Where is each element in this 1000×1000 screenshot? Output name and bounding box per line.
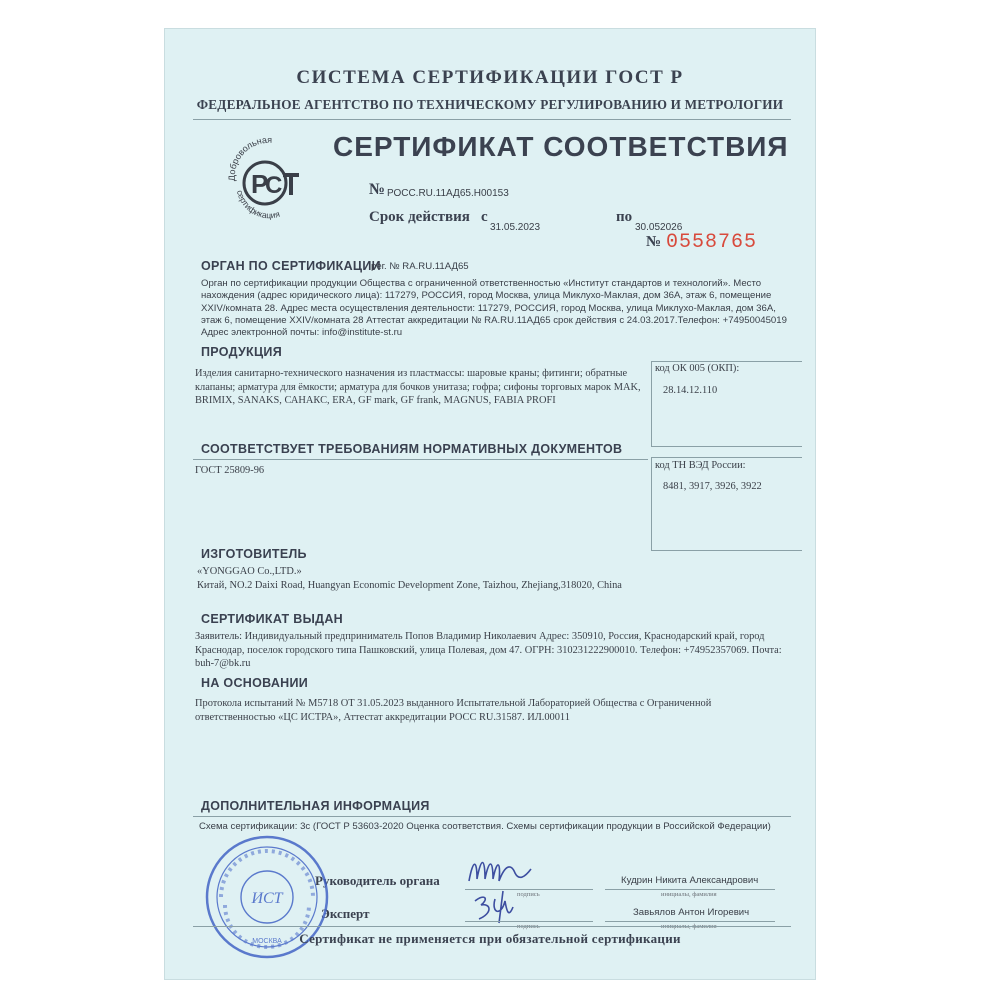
docs-heading: СООТВЕТСТВУЕТ ТРЕБОВАНИЯМ НОРМАТИВНЫХ ДОКУМЕНТОВ [201,442,623,456]
serial-number: 0558765 [666,231,758,254]
head-sign-caption: подпись [517,891,540,898]
footer-rule [193,926,791,927]
head-name-caption: инициалы, фамилия [661,891,717,898]
validity-from-date: 31.05.2023 [490,222,541,233]
issued-heading: СЕРТИФИКАТ ВЫДАН [201,612,343,626]
svg-text:P: P [251,169,269,199]
svg-text:C: C [265,172,283,199]
head-name-line [605,889,775,890]
additional-text: Схема сертификации: 3с (ГОСТ Р 53603-2020 Оценка соответствия. Схемы сертификации продукции в Российской Федерации) [199,821,771,832]
manufacturer-heading: ИЗГОТОВИТЕЛЬ [201,547,307,561]
serial-label: № [646,234,662,250]
expert-sign-line [465,921,593,922]
logo-top-text: Добровольная [226,134,273,182]
certificate-title: СЕРТИФИКАТ СООТВЕТСТВИЯ [333,131,789,162]
tnved-box [651,457,802,551]
agency-title: ФЕДЕРАЛЬНОЕ АГЕНТСТВО ПО ТЕХНИЧЕСКОМУ РЕГУЛИРОВАНИЮ И МЕТРОЛОГИИ [196,97,784,112]
header-rule [193,119,791,120]
organ-text: Орган по сертификации продукции Общества с ограниченной ответственностью «Институт стандартов и технологий». Место нахождения (адрес юридического лица): 117279, РОССИЯ, город Москва, улица Миклухо-Маклая, дом 36А, этаж 6, помещение XXIV/комната 28. Адрес места осуществления деятельности: 117279, РОССИЯ, город Москва, улица Миклухо-Маклая, дом 36А, этаж 6, помещение XXIV/комната 28 Аттестат аккредитации № RA.RU.11АД65 срок действия с 24.03.2017.Телефон: +74950045019 Адрес электронной почты: info@institute-st.ru [201,278,787,339]
logo-bottom-text: сертификация [234,189,281,221]
validity-from-label: с [481,209,488,225]
tnved-value: 8481, 3917, 3926, 3922 [663,481,762,492]
head-label: Руководитель органа [315,873,440,888]
docs-text: ГОСТ 25809-96 [195,465,265,476]
pct-logo-icon [225,133,311,223]
stamp-center-text: ИСТ [251,890,283,907]
additional-rule [193,816,791,817]
product-text: Изделия санитарно-технического назначения из пластмассы: шаровые краны; фитинги; обратные клапаны; арматура для ёмкости; арматура для бочков унитаза; гофра; сифоны торговых марок MAK, BRIMIX, SANAKS, САНАКС, ERA, GF mark, GF frank, MAGNUS, FABIA PROFI [195,368,641,407]
manufacturer-name: «YONGGAO Co.,LTD.» [197,566,302,577]
expert-label: Эксперт [321,906,370,921]
head-name: Кудрин Никита Александрович [621,875,759,886]
gost-logo [225,133,311,223]
additional-heading: ДОПОЛНИТЕЛЬНАЯ ИНФОРМАЦИЯ [201,799,430,813]
expert-name-line [605,921,775,922]
manufacturer-address: Китай, NO.2 Daixi Road, Huangyan Economic Development Zone, Taizhou, Zhejiang,318020, China [197,580,622,591]
footer-note: Сертификат не применяется при обязательной сертификации [299,931,681,946]
validity-to-label: по [616,209,633,225]
basis-heading: НА ОСНОВАНИИ [201,676,309,690]
issued-text: Заявитель: Индивидуальный предприниматель Попов Владимир Николаевич Адрес: 350910, Россия, Краснодарский край, город Краснодар, поселок городского типа Пашковский, улица Полевая, дом 47. ОГРН: 310231222900010. Телефон: +74952357069. Почта: buh-7@bk.ru [195,631,782,670]
tnved-label: код ТН ВЭД России: [655,460,746,471]
okp-label: код ОК 005 (ОКП): [655,363,740,374]
system-title: СИСТЕМА СЕРТИФИКАЦИИ ГОСТ Р [296,67,684,88]
cert-number: РОСС.RU.11АД65.Н00153 [387,188,509,199]
product-heading: ПРОДУКЦИЯ [201,345,282,359]
stamp-bottom-text: МОСКВА [252,938,282,945]
organ-heading: ОРГАН ПО СЕРТИФИКАЦИИ [201,259,381,273]
expert-name: Завьялов Антон Игоревич [633,907,750,918]
docs-rule [193,459,648,460]
signature-icon [455,851,575,891]
cert-number-label: № [369,181,386,198]
certificate-sheet [164,28,816,980]
organ-reg: рег. № RA.RU.11АД65 [371,261,469,272]
okp-value: 28.14.12.110 [663,385,718,396]
validity-to-date: 30.052026 [635,222,683,233]
basis-text: Протокола испытаний № M5718 ОТ 31.05.2023 выданного Испытательной Лабораторией Общества с Ограниченной ответственностью «ЦС ИСТРА», Аттестат аккредитации РОСС RU.31587. ИЛ.00011 [195,698,712,723]
validity-label: Срок действия [369,209,470,225]
